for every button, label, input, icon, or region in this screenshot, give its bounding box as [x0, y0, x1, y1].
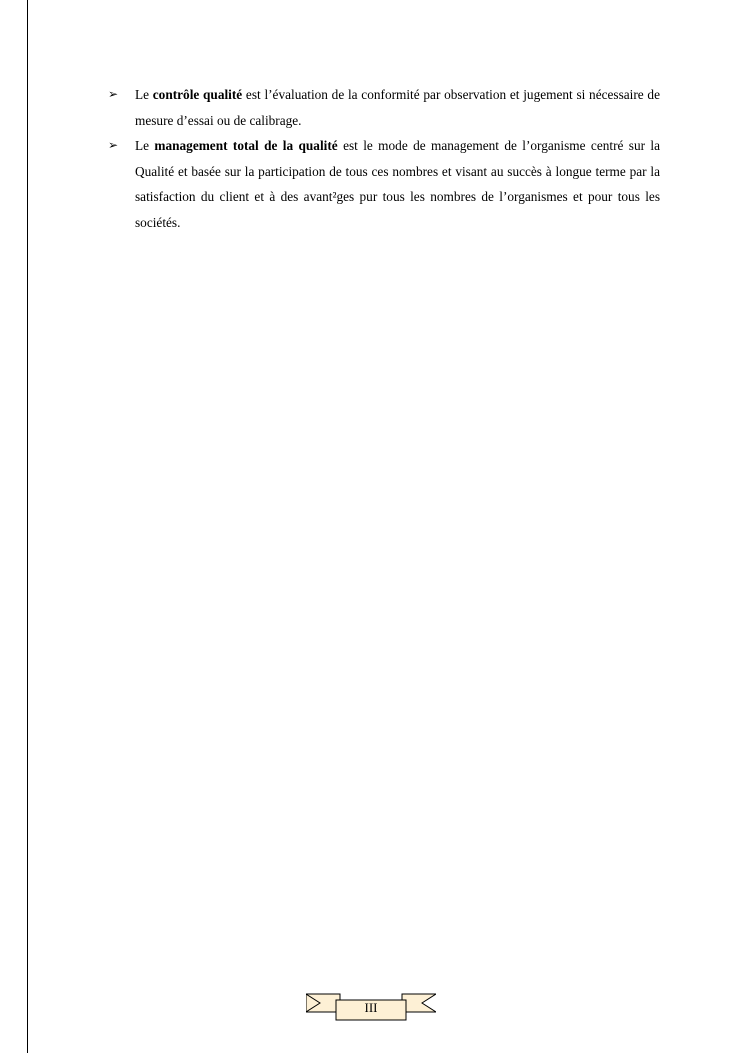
list-item-text [135, 133, 660, 235]
list-item [104, 82, 660, 133]
term-bold: contrôle qualité [152, 87, 243, 102]
document-body [104, 82, 660, 236]
text-lead: Le [135, 138, 155, 154]
list-item-text [135, 82, 660, 133]
text-rest: est l’évaluation de la conformité par observation et jugement si nécessaire de mesure d’essai ou de calibrage. [135, 87, 660, 128]
arrow-bullet-icon: ➢ [108, 138, 119, 153]
arrow-bullet-icon: ➢ [108, 87, 119, 101]
text-rest: est le mode de management de l’organisme centré sur la Qualité et basée sur la participation de tous ces nombres et visant au succès à longue terme par la satisfaction du client et à des avant²ges pur tous les nombres de l’organismes et pour tous les sociétés. [135, 138, 660, 230]
definition-list [104, 82, 660, 236]
list-item [104, 133, 660, 235]
text-lead: Le [135, 87, 153, 102]
left-margin-rule [27, 0, 28, 1053]
page-number: III [364, 1000, 378, 1015]
term-bold: management total de la qualité [154, 138, 338, 154]
